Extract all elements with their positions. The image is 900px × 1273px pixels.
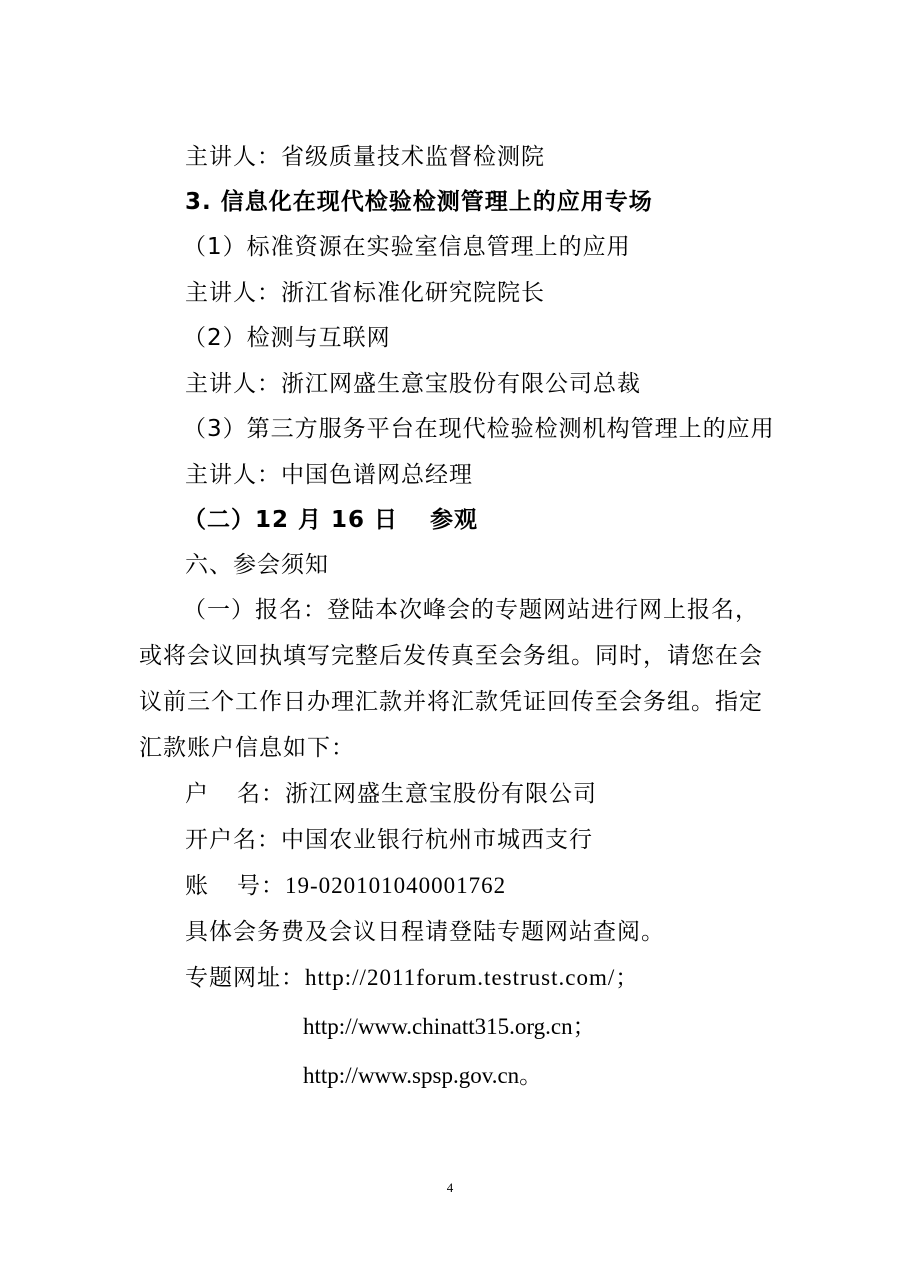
website-url-1[interactable]: http://2011forum.testrust.com/； [305, 965, 640, 990]
website-line-1 [185, 963, 639, 993]
account-name-line [185, 779, 597, 809]
speaker-line-2: 主讲人：浙江省标准化研究院院长 [185, 280, 545, 306]
page-number: 4 [446, 1180, 454, 1195]
bank-line: 开户名：中国农业银行杭州市城西支行 [185, 827, 593, 853]
topic-1: （1）标准资源在实验室信息管理上的应用 [183, 234, 631, 260]
paragraph-line-3: 议前三个工作日办理汇款并将汇款凭证回传至会务组。指定 [139, 689, 763, 715]
account-name-label-a: 户 [185, 781, 209, 807]
schedule-date: （二）12 月 16 日 [183, 507, 399, 533]
website-label: 专题网址： [185, 965, 305, 991]
speaker-line-3: 主讲人：浙江网盛生意宝股份有限公司总裁 [185, 371, 641, 397]
schedule-activity: 参观 [430, 507, 479, 533]
account-number-line [185, 871, 506, 901]
website-url-3[interactable]: http://www.spsp.gov.cn。 [303, 1063, 543, 1088]
account-name-value: 名：浙江网盛生意宝股份有限公司 [237, 781, 597, 807]
speaker-line-4: 主讲人：中国色谱网总经理 [185, 462, 473, 488]
section-heading-3: 3. 信息化在现代检验检测管理上的应用专场 [185, 189, 653, 215]
paragraph-line-4: 汇款账户信息如下： [139, 735, 355, 761]
schedule-note: 具体会务费及会议日程请登陆专题网站查阅。 [185, 919, 665, 945]
topic-2: （2）检测与互联网 [183, 325, 391, 351]
account-number-label-b: 号： [237, 873, 285, 899]
account-number-label-a: 账 [185, 873, 209, 899]
section-heading-6: 六、参会须知 [185, 552, 329, 578]
paragraph-line-1: （一）报名：登陆本次峰会的专题网站进行网上报名， [183, 597, 759, 623]
topic-3: （3）第三方服务平台在现代检验检测机构管理上的应用 [183, 416, 775, 442]
speaker-line-1: 主讲人：省级质量技术监督检测院 [185, 144, 545, 170]
schedule-dec-16 [183, 505, 478, 535]
paragraph-line-2: 或将会议回执填写完整后发传真至会务组。同时，请您在会 [139, 643, 763, 669]
website-url-2[interactable]: http://www.chinatt315.org.cn； [303, 1014, 596, 1039]
account-number-value: 19-020101040001762 [285, 873, 507, 898]
